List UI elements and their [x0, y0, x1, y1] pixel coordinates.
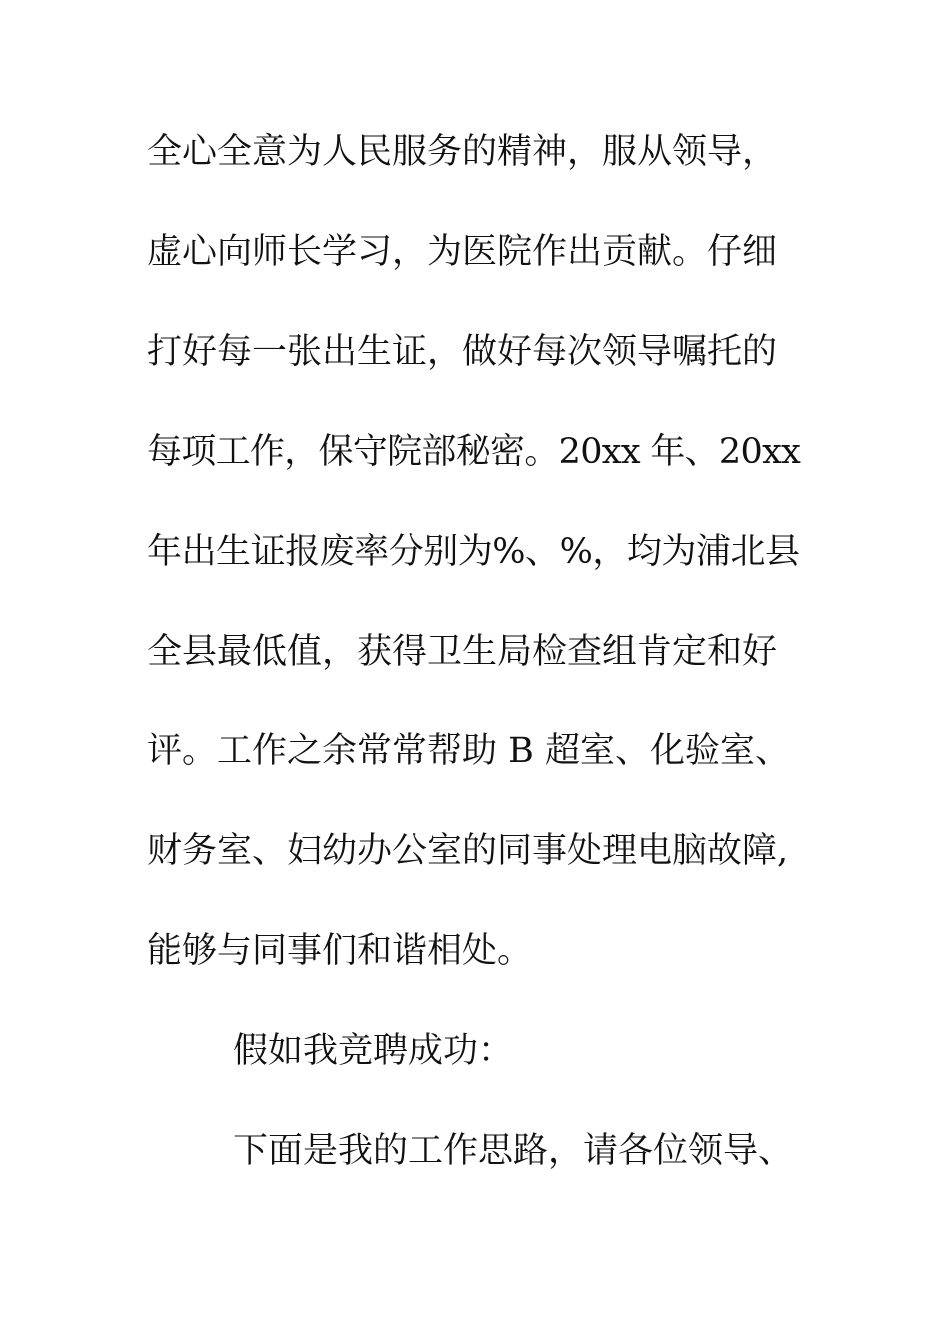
- text-line: 下面是我的工作思路，请各位领导、: [233, 1131, 794, 1171]
- text-line: 财务室、妇幼办公室的同事处理电脑故障,: [147, 831, 789, 871]
- text-line: 全心全意为人民服务的精神，服从领导，: [147, 132, 778, 172]
- text-line: 每项工作，保守院部秘密。20xx 年、20xx: [147, 432, 801, 472]
- text-line: 评。工作之余常常帮助 B 超室、化验室、: [147, 731, 790, 771]
- text-line: 年出生证报废率分别为%、%，均为浦北县: [147, 532, 800, 572]
- text-line: 全县最低值，获得卫生局检查组肯定和好: [147, 632, 778, 672]
- paragraph-heading: 假如我竞聘成功：: [233, 1031, 514, 1071]
- text-line: 虚心向师长学习，为医院作出贡献。仔细: [147, 232, 778, 272]
- text-line: 打好每一张出生证，做好每次领导嘱托的: [147, 332, 778, 372]
- text-line: 能够与同事们和谐相处。: [147, 931, 533, 971]
